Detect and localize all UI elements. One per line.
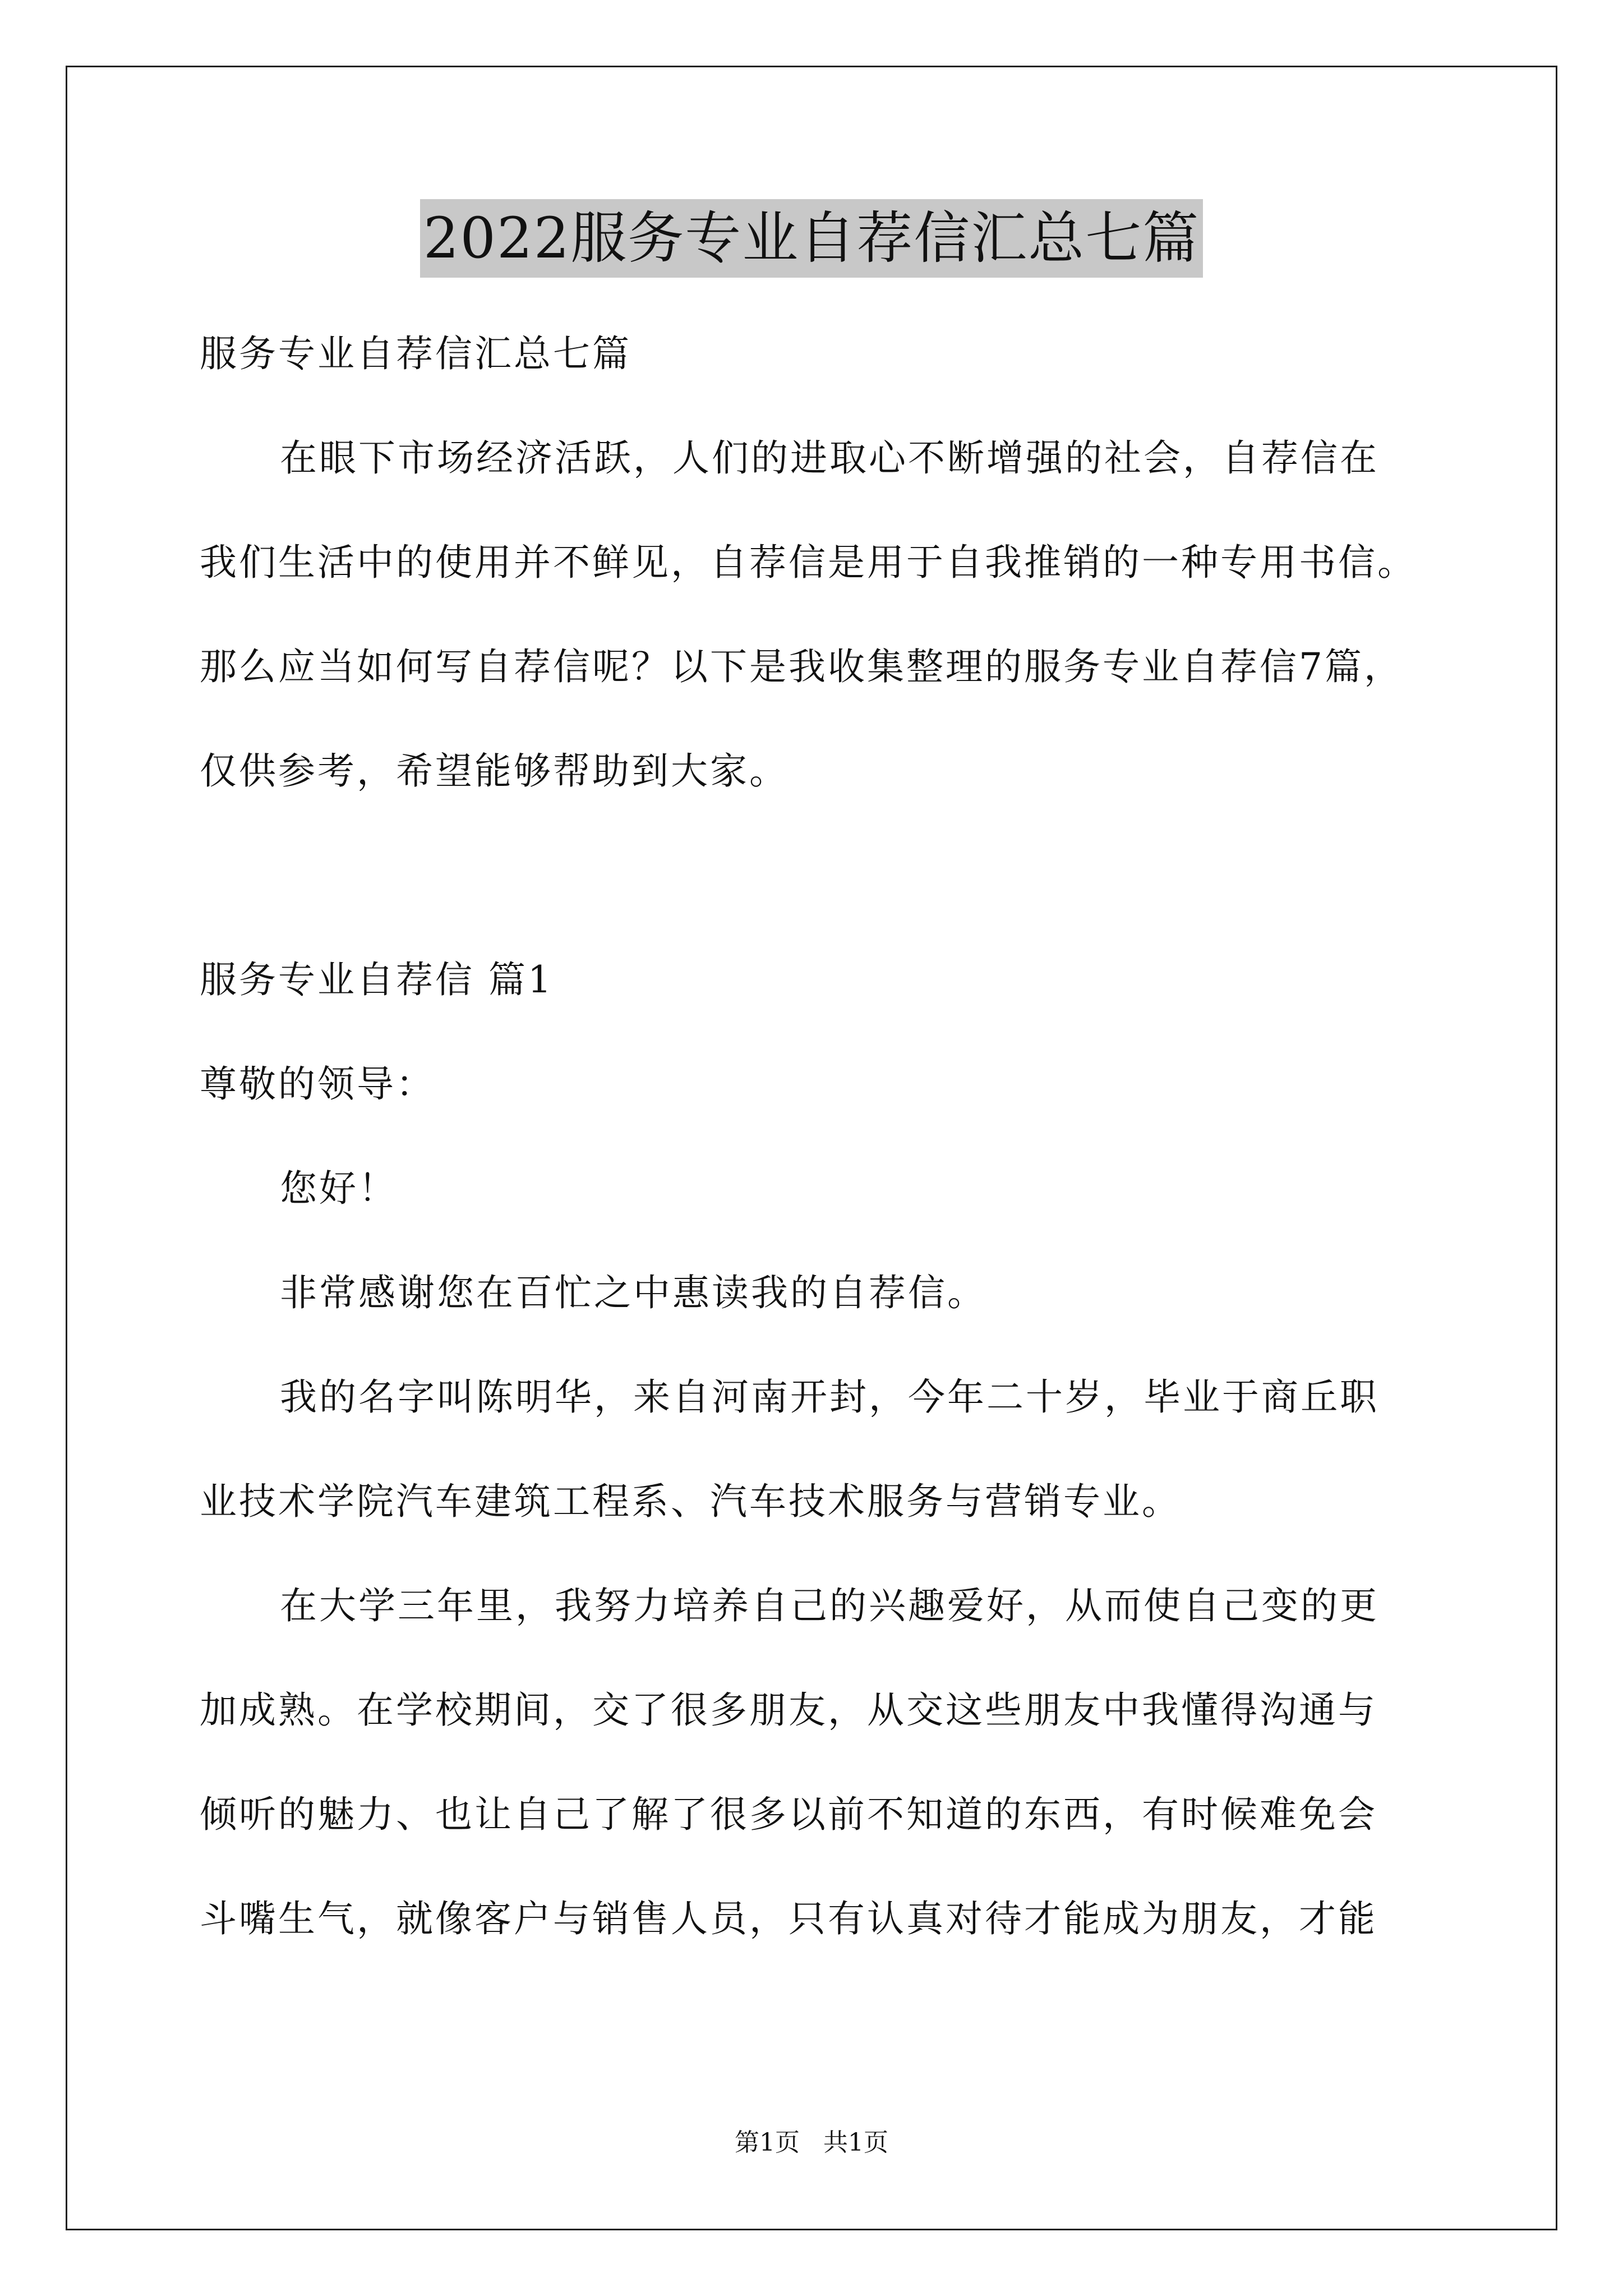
section-heading: 服务专业自荐信 篇1	[200, 958, 554, 1001]
section-gap	[200, 823, 1433, 928]
paragraph-line: 非常感谢您在百忙之中惠读我的自荐信。	[280, 1271, 986, 1314]
paragraph-line: 在大学三年里，我努力培养自己的兴趣爱好，从而使自己变的更	[280, 1584, 1379, 1627]
greeting: 您好！	[280, 1167, 398, 1210]
title-wrap	[0, 199, 1623, 278]
salutation: 尊敬的领导：	[200, 1062, 435, 1106]
document-title: 2022服务专业自荐信汇总七篇	[420, 199, 1204, 278]
subtitle-line: 服务专业自荐信汇总七篇	[200, 332, 631, 375]
page-footer	[0, 2126, 1623, 2160]
paragraph-line: 在眼下市场经济活跃，人们的进取心不断增强的社会，自荐信在	[280, 436, 1379, 480]
paragraph-line: 仅供参考，希望能够帮助到大家。	[200, 749, 789, 793]
paragraph-line: 斗嘴生气，就像客户与销售人员，只有认真对待才能成为朋友，才能	[200, 1897, 1377, 1940]
page-total: 共1页	[823, 2128, 888, 2157]
page-number: 第1页	[735, 2128, 800, 2157]
paragraph-line: 加成熟。在学校期间，交了很多朋友，从交这些朋友中我懂得沟通与	[200, 1688, 1377, 1732]
paragraph-line: 业技术学院汽车建筑工程系、汽车技术服务与营销专业。	[200, 1480, 1181, 1523]
document-body	[200, 302, 1433, 1971]
paragraph-line: 我们生活中的使用并不鲜见，自荐信是用于自我推销的一种专用书信。	[200, 541, 1417, 584]
paragraph-line: 倾听的魅力、也让自己了解了很多以前不知道的东西，有时候难免会	[200, 1793, 1377, 1836]
paragraph-line: 那么应当如何写自荐信呢？以下是我收集整理的服务专业自荐信7篇，	[200, 645, 1403, 688]
paragraph-line: 我的名字叫陈明华，来自河南开封，今年二十岁，毕业于商丘职	[280, 1375, 1379, 1419]
